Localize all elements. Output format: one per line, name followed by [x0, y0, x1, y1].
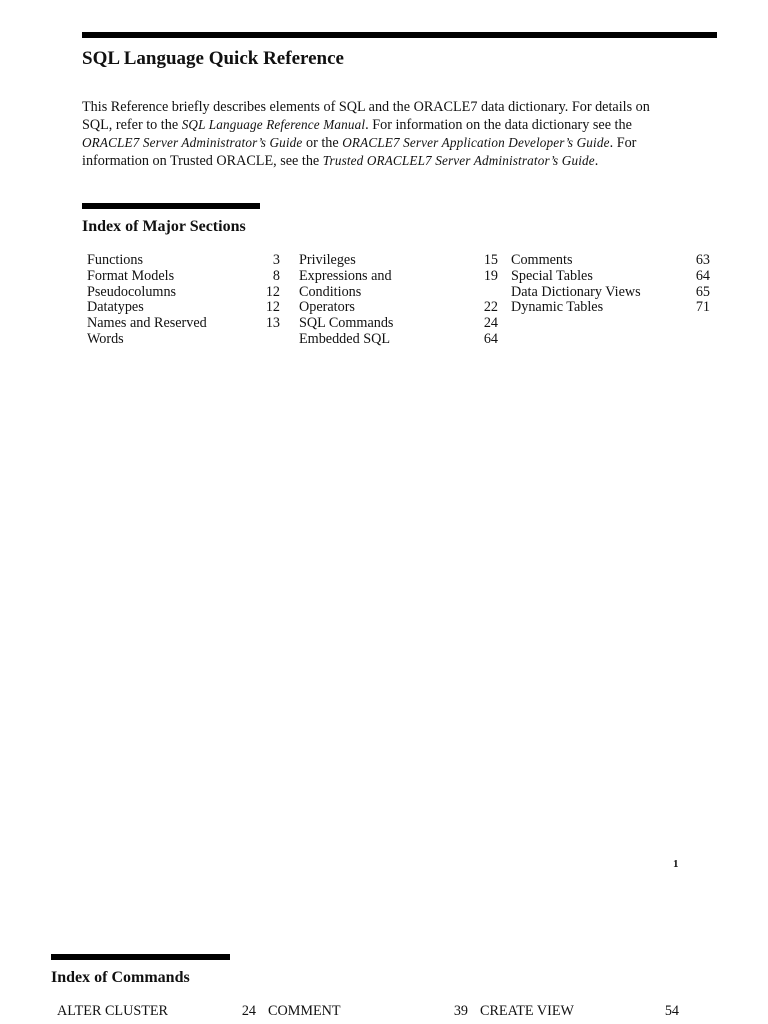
- intro-line-4: [82, 152, 732, 170]
- entry-name: COMMENT: [268, 1003, 341, 1019]
- intro-line-2: [82, 116, 732, 134]
- entry-name: CREATE VIEW: [480, 1003, 574, 1019]
- index-entry: [87, 300, 280, 316]
- entry-page-number: 54: [664, 1003, 679, 1019]
- index-entry: [511, 300, 710, 316]
- entry-name: Datatypes: [87, 299, 144, 316]
- entry-page-number: 22: [483, 299, 498, 316]
- entry-name: Special Tables: [511, 267, 593, 284]
- commands-heading: Index of Commands: [51, 969, 190, 986]
- top-rule: [82, 32, 717, 38]
- intro-text: or the: [302, 135, 343, 151]
- section-rule: [51, 954, 230, 960]
- entry-name: Words: [87, 330, 124, 347]
- entry-page-number: 13: [265, 315, 280, 332]
- entry-name: Names and Reserved: [87, 315, 207, 332]
- index-entry: [57, 1004, 256, 1020]
- entry-page-number: 64: [483, 330, 498, 347]
- entry-page-number: 15: [483, 252, 498, 268]
- page-number: 1: [673, 858, 679, 870]
- manual-reference: ORACLE7 Server Application Developer’s Guide: [342, 135, 610, 150]
- entry-name: SQL Commands: [299, 315, 394, 332]
- intro-line-3: [82, 134, 732, 152]
- manual-reference: ORACLE7 Server Administrator’s Guide: [82, 135, 303, 150]
- index-entry: [87, 332, 280, 348]
- index-heading: Index of Major Sections: [82, 218, 246, 235]
- entry-name: Comments: [511, 252, 573, 268]
- manual-reference: SQL Language Reference Manual: [181, 117, 366, 132]
- index-entry: [299, 316, 498, 332]
- entry-name: ALTER CLUSTER: [57, 1003, 169, 1019]
- entry-page-number: 63: [695, 252, 710, 268]
- index-entry: [299, 285, 498, 301]
- index-entry: [299, 269, 498, 285]
- entry-page-number: 12: [265, 283, 280, 300]
- commands-column-1: [57, 1004, 256, 1020]
- intro-text: . For: [609, 135, 637, 151]
- entry-page-number: 3: [272, 252, 280, 268]
- manual-reference: Trusted ORACLEL7 Server Administrator’s Guide: [322, 153, 595, 168]
- entry-page-number: 24: [241, 1003, 256, 1019]
- entry-page-number: 12: [265, 299, 280, 316]
- index-entry: [299, 300, 498, 316]
- index-entry: [268, 1004, 468, 1020]
- intro-paragraph: [82, 99, 732, 170]
- intro-text: This Reference briefly describes elements of SQL and the ORACLE7 data dictionary. For details on: [82, 99, 650, 115]
- index-entry: [87, 253, 280, 269]
- section-rule: [82, 203, 260, 209]
- index-entry: [299, 253, 498, 269]
- entry-name: Conditions: [299, 283, 362, 300]
- intro-text: . For information on the data dictionary see the: [365, 117, 632, 133]
- intro-line-1: [82, 99, 732, 116]
- entry-page-number: 64: [695, 267, 710, 284]
- entry-page-number: 39: [453, 1003, 468, 1019]
- entry-page-number: 19: [483, 267, 498, 284]
- intro-text: .: [594, 153, 599, 169]
- entry-name: Functions: [87, 252, 143, 268]
- entry-name: Operators: [299, 299, 355, 316]
- entry-page-number: 24: [483, 315, 498, 332]
- index-column-3: [511, 253, 710, 316]
- index-entry: [299, 332, 498, 348]
- entry-name: Dynamic Tables: [511, 299, 604, 316]
- commands-column-2: [268, 1004, 468, 1020]
- index-entry: [87, 285, 280, 301]
- entry-page-number: 71: [695, 299, 710, 316]
- index-entry: [480, 1004, 679, 1020]
- intro-text: SQL, refer to the: [82, 117, 182, 133]
- index-column-1: [87, 253, 280, 348]
- entry-name: Format Models: [87, 267, 175, 284]
- index-entry: [511, 269, 710, 285]
- entry-name: Pseudocolumns: [87, 283, 177, 300]
- intro-text: information on Trusted ORACLE, see the: [82, 153, 323, 169]
- index-entry: [511, 253, 710, 269]
- page-title: SQL Language Quick Reference: [82, 48, 344, 69]
- entry-page-number: 8: [272, 267, 280, 284]
- commands-column-3: [480, 1004, 679, 1020]
- index-column-2: [299, 253, 498, 348]
- index-entry: [511, 285, 710, 301]
- index-entry: [87, 269, 280, 285]
- index-entry: [87, 316, 280, 332]
- entry-page-number: 65: [695, 283, 710, 300]
- entry-name: Privileges: [299, 252, 356, 268]
- entry-name: Data Dictionary Views: [511, 283, 641, 300]
- entry-name: Embedded SQL: [299, 330, 391, 347]
- entry-name: Expressions and: [299, 267, 392, 284]
